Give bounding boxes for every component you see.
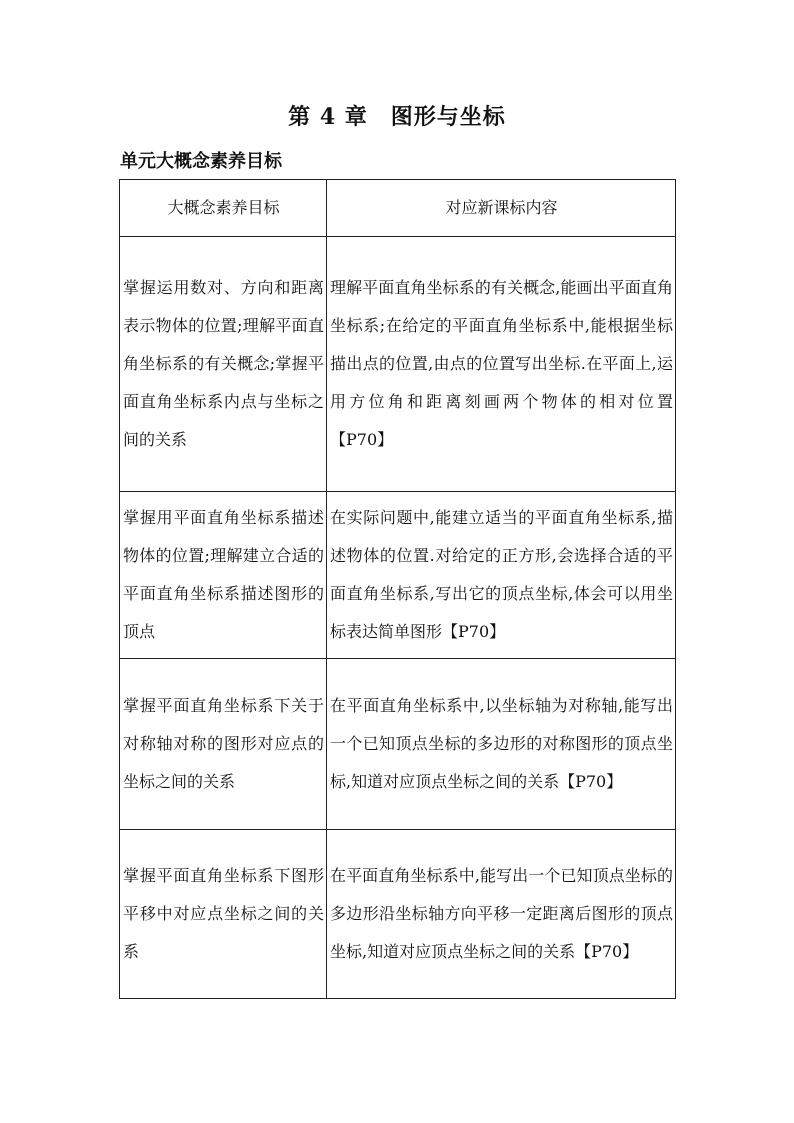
goal-cell: 掌握平面直角坐标系下关于对称轴对称的图形对应点的坐标之间的关系 — [120, 659, 327, 830]
standard-cell: 在平面直角坐标系中,以坐标轴为对称轴,能写出一个已知顶点坐标的多边形的对称图形的顶点坐标,知道对应顶点坐标之间的关系【P70】 — [327, 659, 676, 830]
goal-cell: 掌握运用数对、方向和距离表示物体的位置;理解平面直角坐标系的有关概念;掌握平面直角坐标系内点与坐标之间的关系 — [120, 237, 327, 492]
section-title: 单元大概念素养目标 — [120, 151, 282, 172]
header-standard: 对应新课标内容 — [327, 180, 676, 237]
chapter-title: 第 4 章 图形与坐标 — [288, 104, 506, 130]
standard-cell: 在平面直角坐标系中,能写出一个已知顶点坐标的多边形沿坐标轴方向平移一定距离后图形的顶点坐标,知道对应顶点坐标之间的关系【P70】 — [327, 830, 676, 999]
table-row — [120, 492, 676, 659]
standard-cell: 在实际问题中,能建立适当的平面直角坐标系,描述物体的位置.对给定的正方形,会选择合适的平面直角坐标系,写出它的顶点坐标,体会可以用坐标表达简单图形【P70】 — [327, 492, 676, 659]
goal-cell: 掌握用平面直角坐标系描述物体的位置;理解建立合适的平面直角坐标系描述图形的顶点 — [120, 492, 327, 659]
goal-cell: 掌握平面直角坐标系下图形平移中对应点坐标之间的关系 — [120, 830, 327, 999]
goals-table — [119, 179, 676, 999]
standard-cell: 理解平面直角坐标系的有关概念,能画出平面直角坐标系;在给定的平面直角坐标系中,能根据坐标描出点的位置,由点的位置写出坐标.在平面上,运用方位角和距离刻画两个物体的相对位置【P70】 — [327, 237, 676, 492]
table-header-row — [120, 180, 676, 237]
table-row — [120, 830, 676, 999]
table-row — [120, 237, 676, 492]
table-row — [120, 659, 676, 830]
header-goal: 大概念素养目标 — [120, 180, 327, 237]
